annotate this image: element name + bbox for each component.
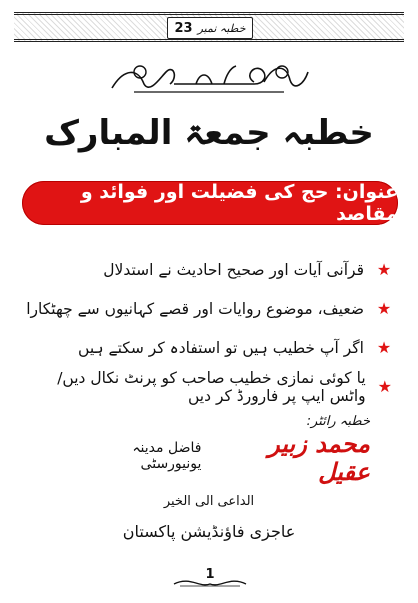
writer-degree: فاضل مدینہ یونیورسٹی: [132, 440, 202, 472]
bismillah-calligraphy: [104, 58, 314, 98]
point-text: ضعیف، موضوع روایات اور قصے کہانیوں سے چھٹکارا: [26, 299, 364, 318]
points-list: [22, 250, 392, 406]
writer-row: [70, 430, 370, 486]
point-text: اگر آپ خطیب ہیں تو استفادہ کر سکتے ہیں: [78, 338, 364, 357]
star-icon: ★: [376, 338, 392, 357]
khutba-number: 23: [174, 20, 193, 36]
list-item: [22, 328, 392, 367]
list-item: [22, 250, 392, 289]
point-text: قرآنی آیات اور صحیح احادیث نے استدلال: [103, 260, 364, 279]
main-title: خطبہ جمعۃ المبارک: [44, 113, 374, 153]
point-text: یا کوئی نمازی خطیب صاحب کو پرنٹ نکال دیں/واٹس ایپ پر فارورڈ کر دیں: [57, 368, 366, 405]
list-item: [22, 367, 392, 406]
page-footer: [150, 566, 270, 590]
khutba-number-badge: [167, 17, 253, 39]
writer-name: محمد زبیر عقیل: [268, 430, 370, 486]
list-item: [22, 289, 392, 328]
topic-text: عنوان: حج کی فضیلت اور فوائد و مقاصد: [80, 181, 398, 225]
writer-label: خطبہ رائٹر:: [306, 414, 370, 429]
topic-banner: [22, 181, 398, 225]
dua-line: الداعی الی الخیر: [163, 494, 255, 509]
khutba-number-label: خطبہ نمبر: [197, 21, 246, 35]
star-icon: ★: [376, 260, 392, 279]
organization-name: عاجزی فاؤنڈیشن پاکستان: [122, 522, 296, 541]
star-icon: ★: [377, 377, 392, 396]
writer-label-block: [307, 410, 370, 429]
star-icon: ★: [376, 299, 392, 318]
header-frame: [14, 12, 404, 42]
page-number: 1: [205, 567, 215, 582]
